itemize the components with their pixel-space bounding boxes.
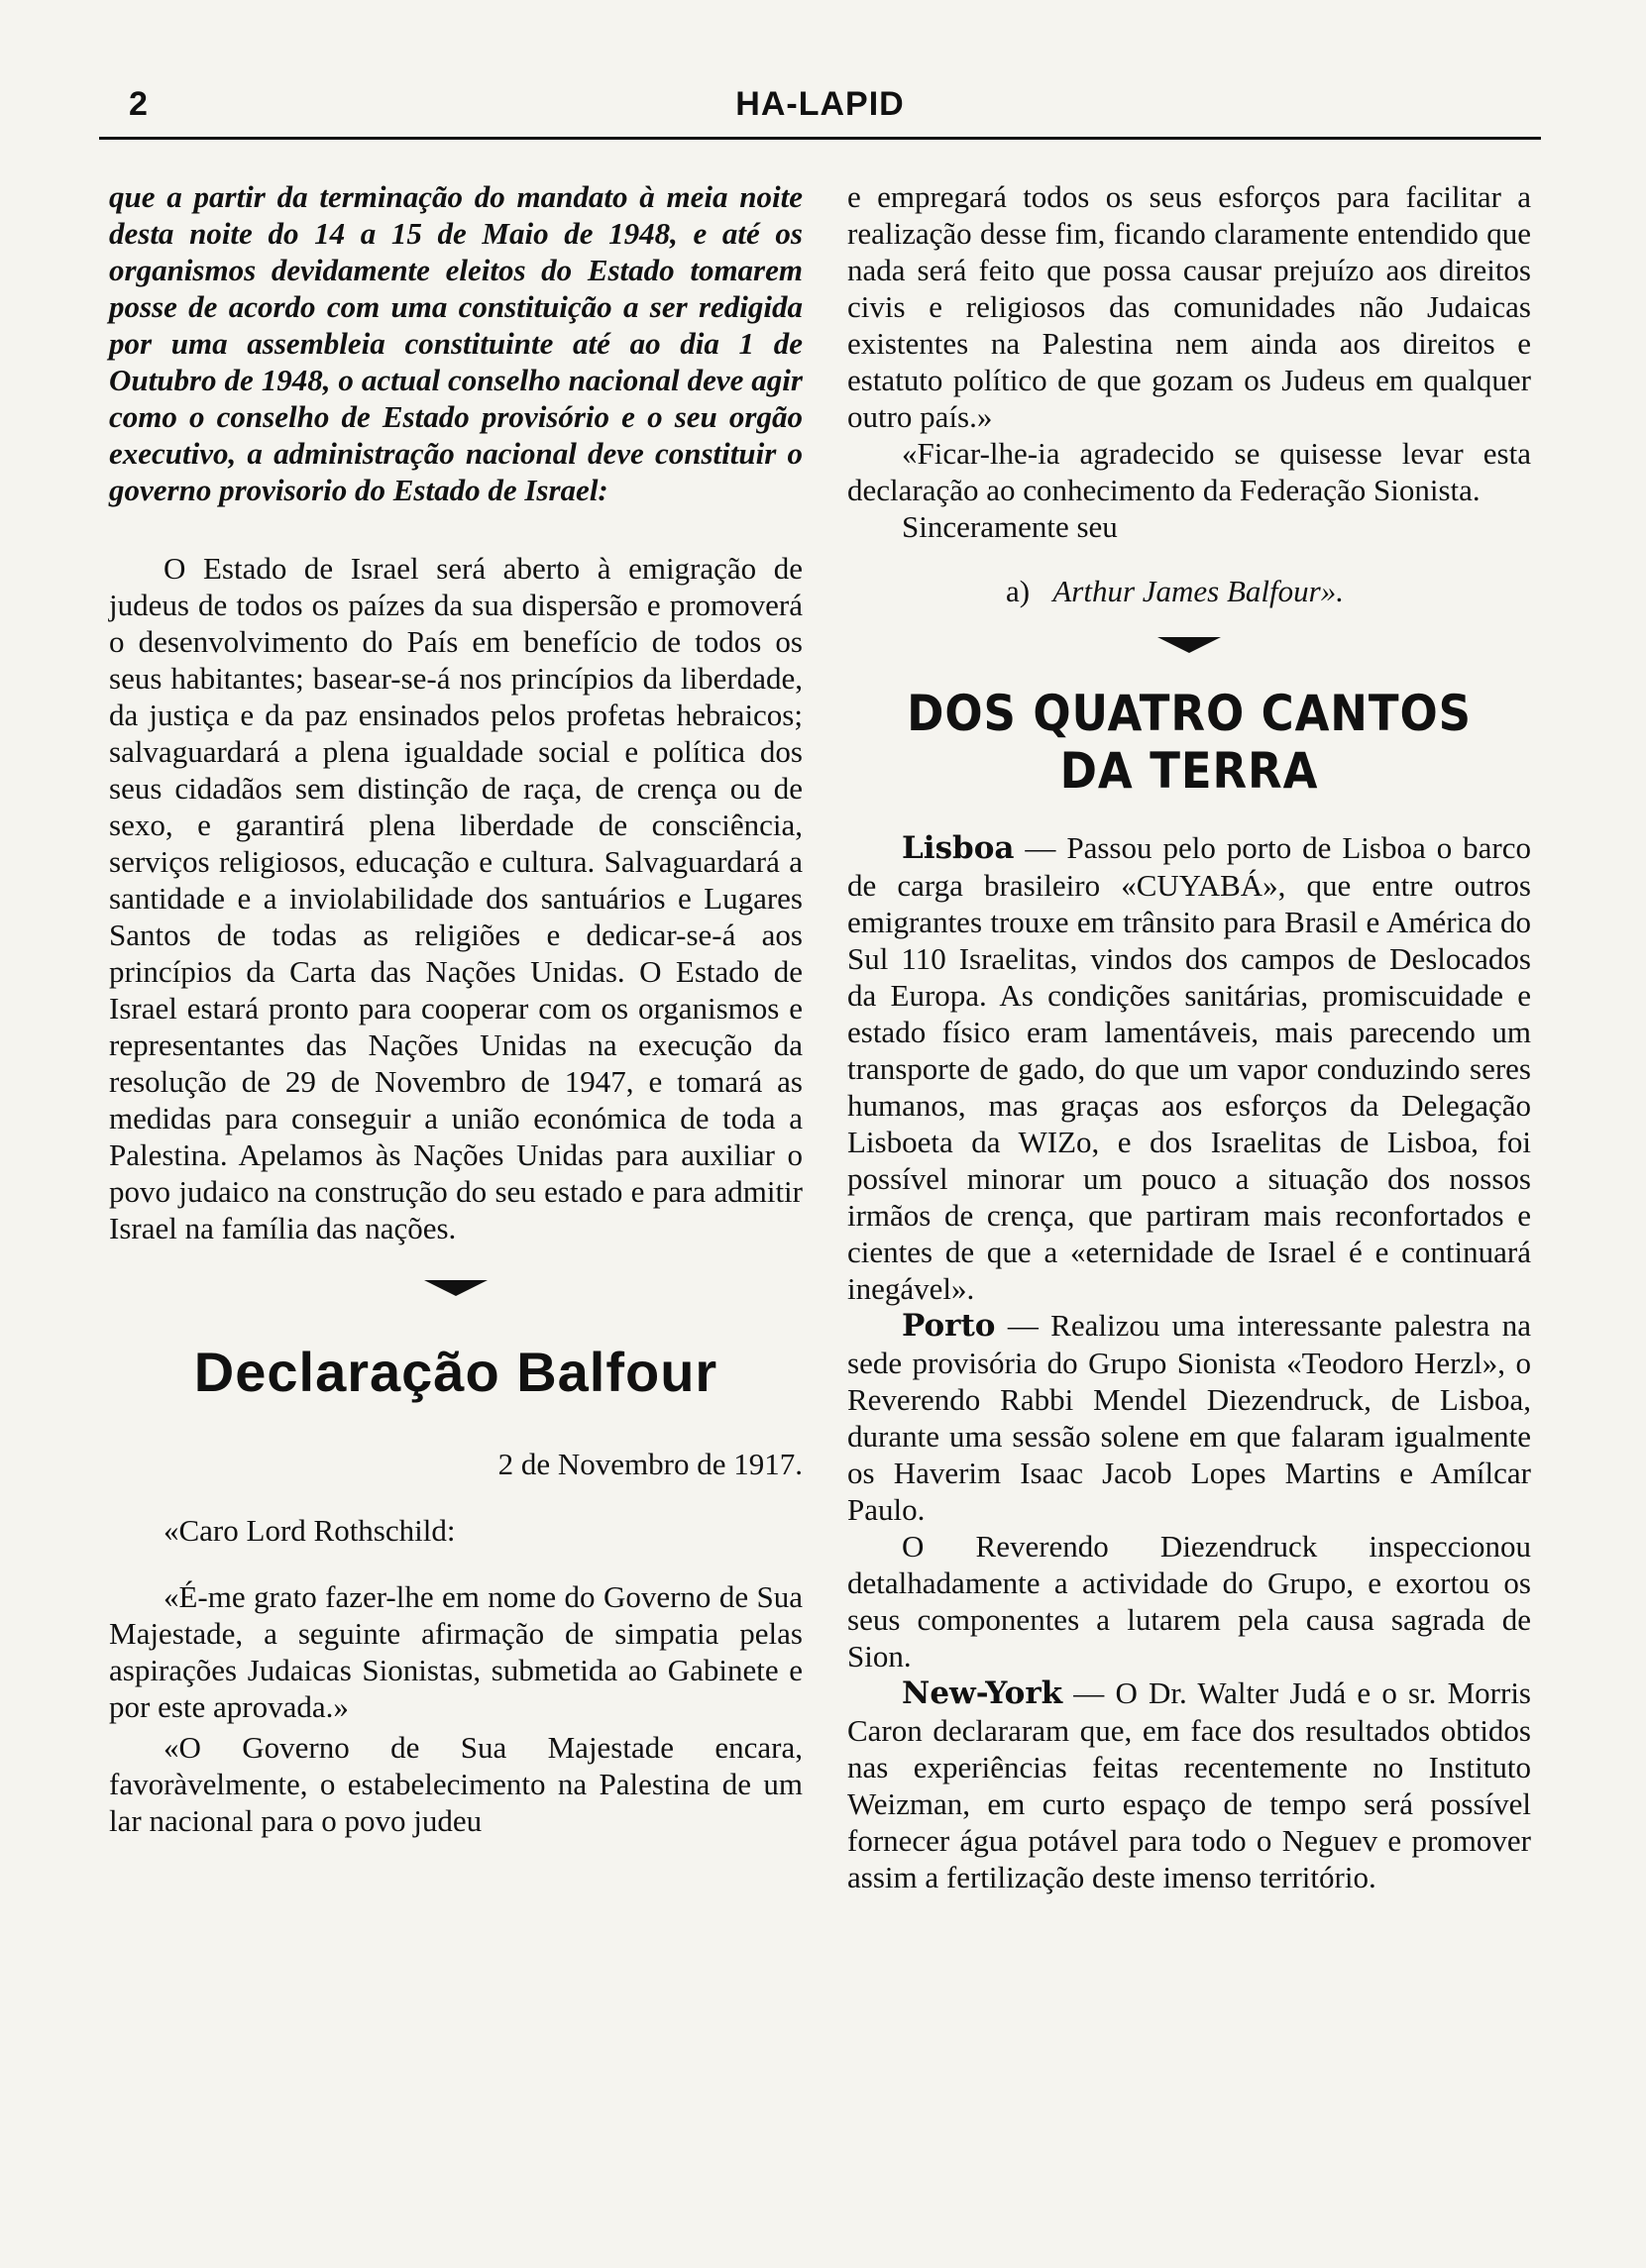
news-city: Porto bbox=[902, 1308, 996, 1344]
balfour-closing: Sinceramente seu bbox=[902, 509, 1118, 544]
four-corners-heading: DOS QUATRO CANTOS DA TERRA bbox=[907, 685, 1472, 800]
section-divider-arrow bbox=[1157, 637, 1221, 653]
balfour-paragraph: «O Governo de Sua Majestade encara, favoràvelmente, o estabelecimento na Palestina de um lar nacional para o povo judeu bbox=[109, 1730, 803, 1838]
publication-title: HA-LAPID bbox=[735, 85, 905, 123]
balfour-thanks: «Ficar-lhe-ia agradecido se quisesse levar esta declaração ao conhecimento da Federação Sionista. bbox=[847, 436, 1531, 507]
news-text: — Realizou uma interessante palestra na sede provisória do Grupo Sionista «Teodoro Herzl», o Reverendo Rabbi Mendel Diezendruck, de Lisboa, durante uma sessão solene em que falaram igualmente os Haverim Isaac Jacob Lopes Martins e Amílcar Paulo. bbox=[847, 1308, 1531, 1527]
news-item-porto bbox=[847, 1307, 1531, 1528]
news-text: — Passou pelo porto de Lisboa o barco de carga brasileiro «CUYABÁ», que entre outros emigrantes trouxe em trânsito para Brasil e América do Sul 110 Israelitas, vindos dos campos de Deslocados da Europa. As condições sanitárias, promiscuidade e estado físico eram lamentáveis, mais parecendo um transporte de gado, do que um vapor conduzindo seres humanos, mas graças aos esforços da Delegação Lisboeta da WIZo, e dos Israelitas de Lisboa, foi possível minorar um pouco a situação dos nossos irmãos de crença, que partiram mais reconfortados e cientes de que a «eternidade de Israel é e continuará inegável». bbox=[847, 830, 1531, 1306]
balfour-salutation: «Caro Lord Rothschild: bbox=[164, 1513, 456, 1548]
section-divider-arrow bbox=[424, 1280, 488, 1296]
news-item-new-york bbox=[847, 1674, 1531, 1895]
header-rule bbox=[99, 137, 1541, 140]
news-item-lisboa bbox=[847, 829, 1531, 1307]
signature-name: Arthur James Balfour». bbox=[1052, 574, 1344, 608]
proclamation-body: O Estado de Israel será aberto à emigração de judeus de todos os paízes da sua dispersão e promoverá o desenvolvimento do País em benefício de todos os seus habitantes; basear-se-á nos princípios da liberdade, da justiça e da paz ensinados pelos profetas hebraicos; salvaguardará a plena igualdade social e política dos seus cidadãos sem distinção de raça, de crença ou de sexo, e garantirá plena liberdade de consciência, serviços religiosos, educação e cultura. Salvaguardará a santidade e a inviolabilidade dos santuários e Lugares Santos de todas as religiões e dedicar-se-á aos princípios da Carta das Nações Unidas. O Estado de Israel estará pronto para cooperar com os organismos e representantes das Nações Unidas na execução da resolução de 29 de Novembro de 1947, e tomará as medidas para conseguir a união económica de toda a Palestina. Apelamos às Nações Unidas para auxiliar o povo judaico na construção do seu estado e para admitir Israel na família das nações. bbox=[109, 551, 803, 1245]
balfour-signature bbox=[847, 573, 1531, 609]
balfour-paragraph: «É-me grato fazer-lhe em nome do Governo de Sua Majestade, a seguinte afirmação de simpatia pelas aspirações Judaicas Sionistas, submetida ao Gabinete e por este aprovada.» bbox=[109, 1579, 803, 1724]
balfour-heading: Declaração Balfour bbox=[193, 1341, 718, 1403]
news-text: — O Dr. Walter Judá e o sr. Morris Caron declararam que, em face dos resultados obtidos nas experiências feitas recentemente no Instituto Weizman, em curto espaço de tempo será possível fornecer água potável para todo o Neguev e promover assim a fertilização deste imenso território. bbox=[847, 1675, 1531, 1894]
page-header bbox=[99, 85, 1541, 145]
left-column bbox=[109, 178, 803, 1839]
balfour-date: 2 de Novembro de 1917. bbox=[497, 1447, 803, 1481]
right-column bbox=[847, 178, 1531, 1895]
page-number: 2 bbox=[129, 85, 148, 123]
proclamation-intro: que a partir da terminação do mandato à meia noite desta noite do 14 a 15 de Maio de 1948, e até os organismos devidamente eleitos do Estado tomarem posse de acordo com uma constituição a ser redigida por uma assembleia constituinte até ao dia 1 de Outubro de 1948, o actual conselho nacional deve agir como o conselho de Estado provisório e o seu orgão executivo, a administração nacional deve constituir o governo provisorio do Estado de Israel: bbox=[109, 179, 803, 507]
news-item-porto-continued: O Reverendo Diezendruck inspeccionou detalhadamente a actividade do Grupo, e exortou os seus componentes a lutarem pela causa sagrada de Sion. bbox=[847, 1529, 1531, 1674]
news-city: Lisboa bbox=[902, 830, 1015, 866]
news-city: New-York bbox=[902, 1675, 1063, 1711]
balfour-paragraph-continued: e empregará todos os seus esforços para facilitar a realização desse fim, ficando claramente entendido que nada será feito que possa causar prejuízo aos direitos civis e religiosos das comunidades não Judaicas existentes na Palestina nem ainda aos direitos e estatuto político de que gozam os Judeus em qualquer outro país.» bbox=[847, 179, 1531, 434]
signature-prefix: a) bbox=[1006, 574, 1031, 608]
